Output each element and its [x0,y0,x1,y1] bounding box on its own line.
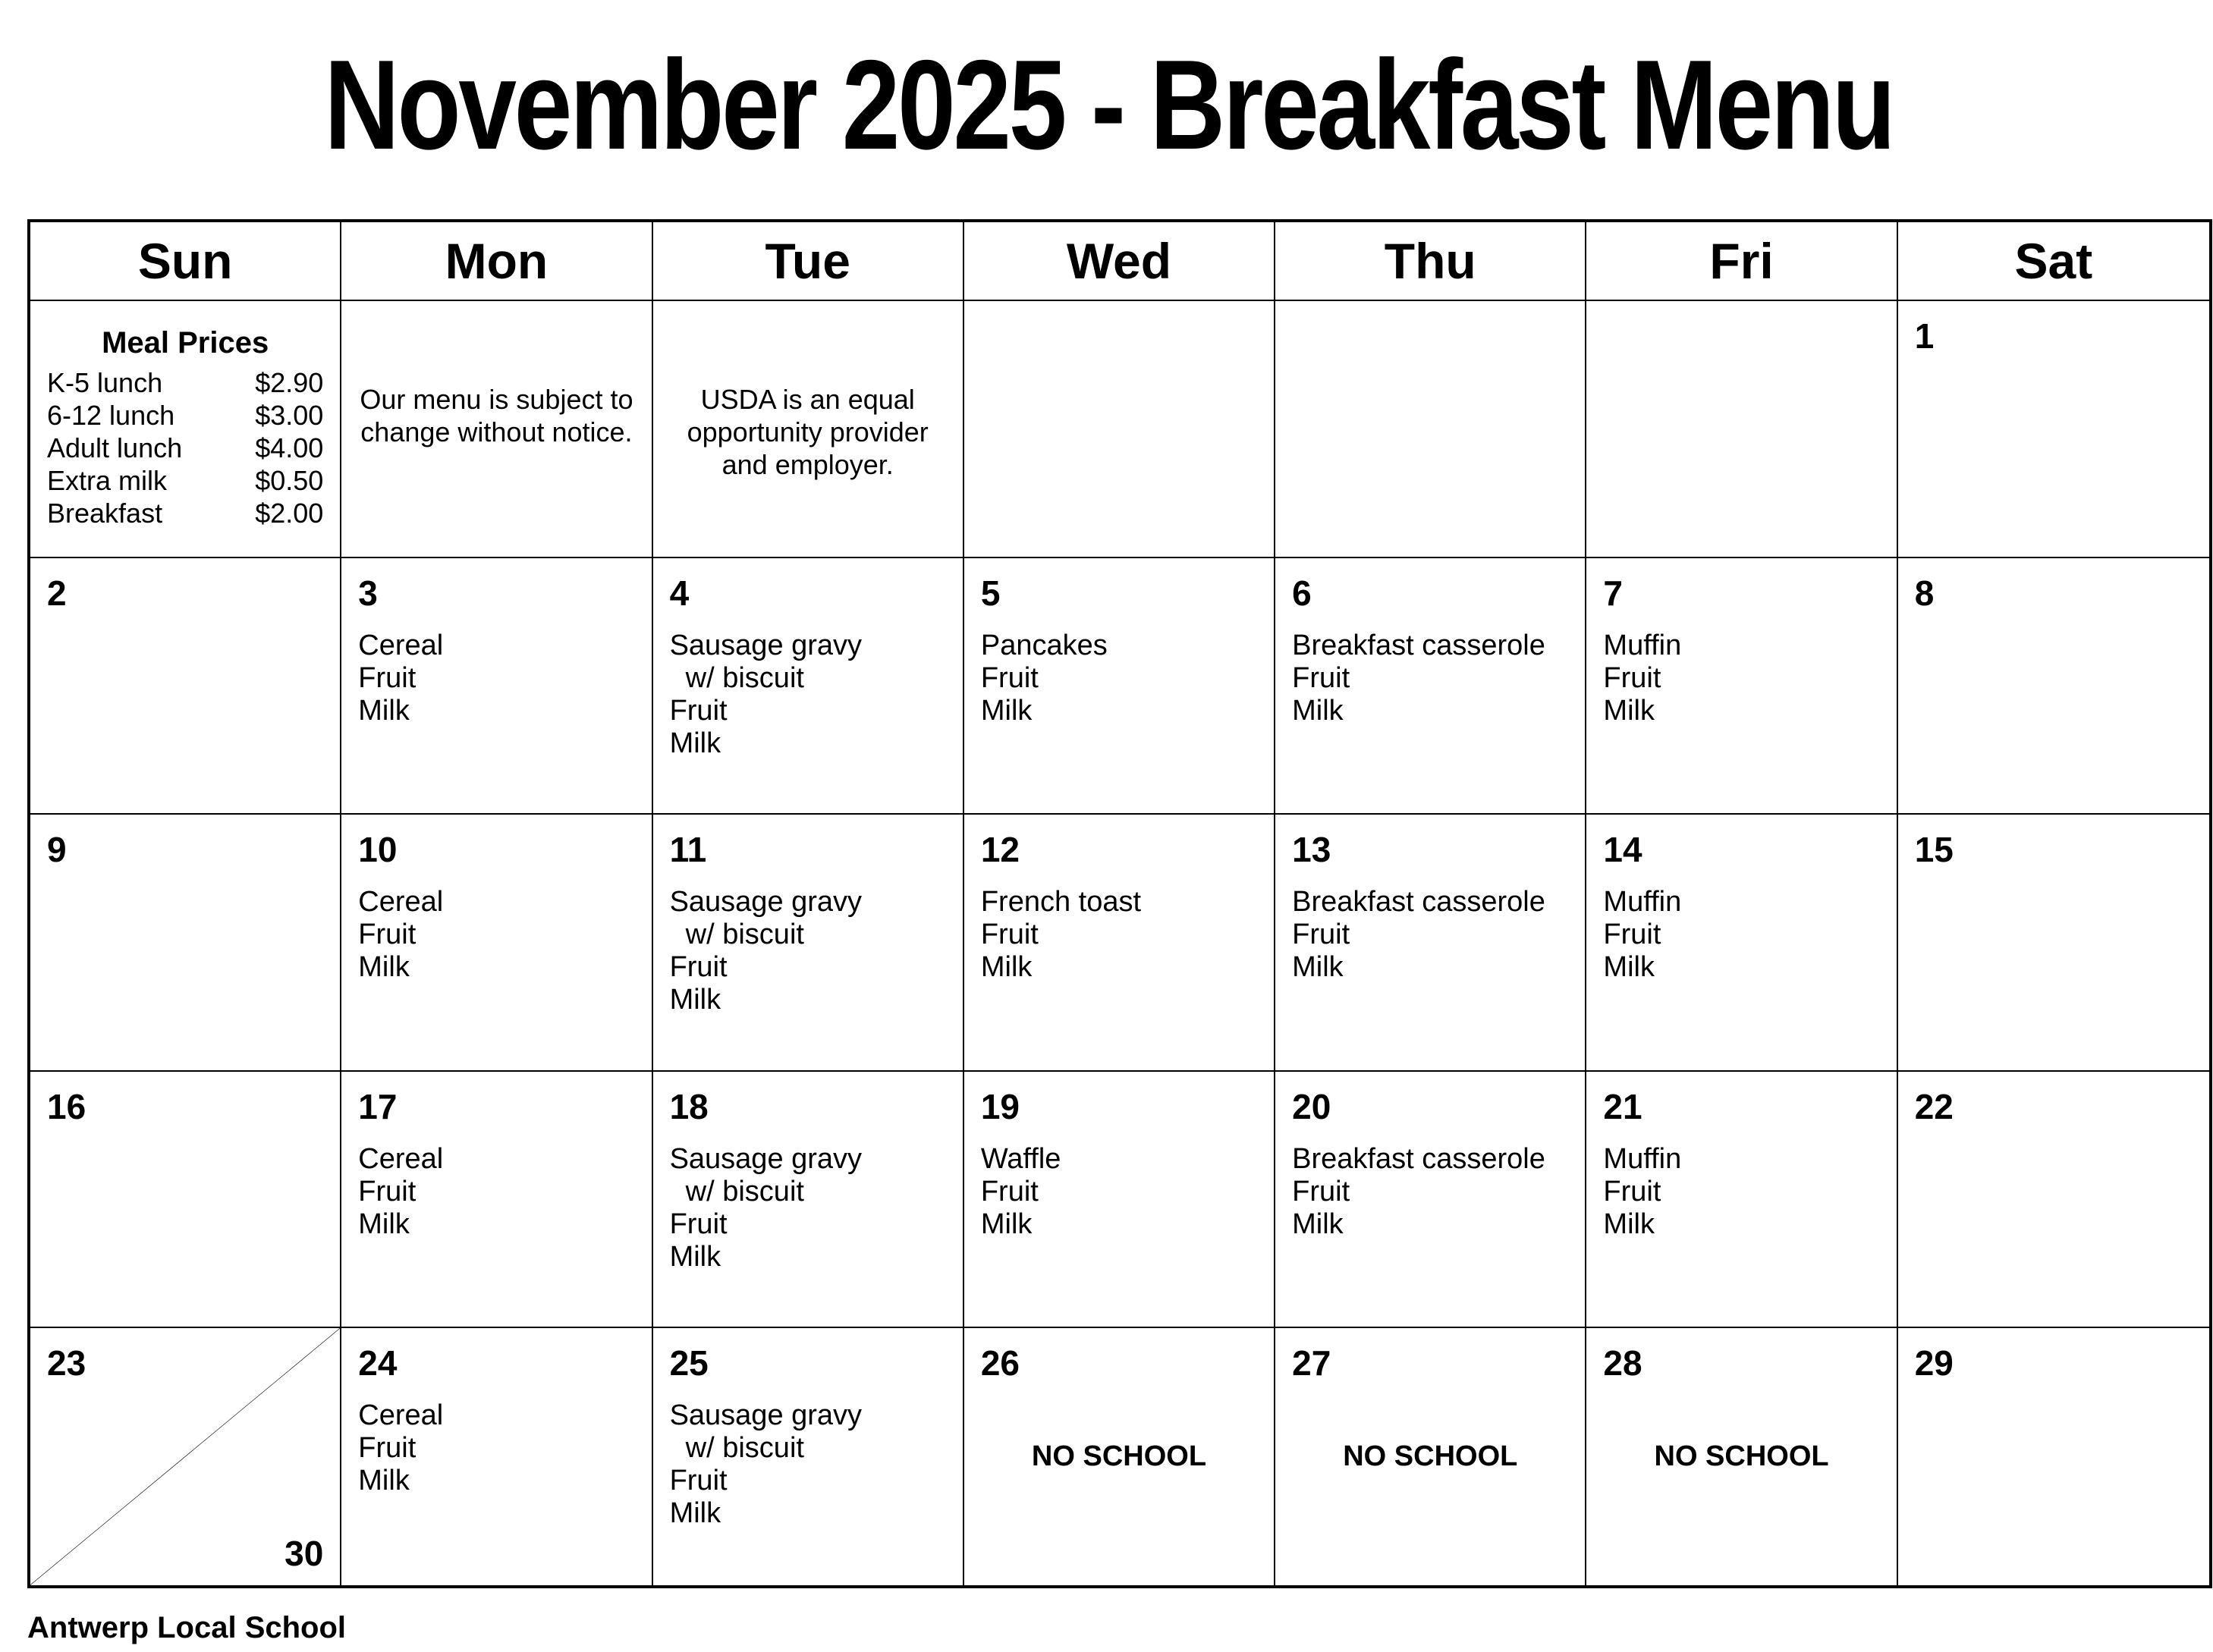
meal-prices-title: Meal Prices [102,326,269,360]
day-number: 16 [47,1086,86,1126]
day-number: 29 [1914,1343,1954,1383]
day-number: 4 [669,573,690,613]
menu-list [358,1143,634,1241]
menu-list [670,1143,946,1274]
day-number: 25 [669,1343,709,1383]
menu-item: Fruit [358,661,417,694]
menu-item: Milk [980,1208,1033,1240]
menu-item: w/ biscuit [669,1175,804,1208]
day-cell-5 [964,558,1275,815]
menu-item: Milk [358,1465,410,1497]
day-cell-29 [1898,1328,2209,1585]
menu-list [670,1399,946,1530]
price-label: Breakfast [47,498,163,529]
day-cell-8 [1898,558,2209,815]
menu-item: Fruit [1292,1175,1350,1208]
menu-item: Breakfast casserole [1292,886,1545,919]
menu-item: Fruit [1603,661,1661,694]
day-cell-23-30 [30,1328,341,1585]
menu-item: Milk [358,951,410,984]
school-name-footer: Antwerp Local School [27,1611,347,1644]
menu-item: Fruit [980,1175,1039,1208]
day-cell-19 [964,1072,1275,1329]
day-number: 9 [47,830,67,870]
price-value: $2.00 [255,498,324,529]
menu-item: w/ biscuit [669,1432,804,1465]
menu-list [981,1143,1257,1241]
empty-day-cell [1586,301,1897,558]
day-cell-13 [1275,815,1586,1072]
day-cell-1 [1898,301,2209,558]
menu-item: Milk [669,727,721,759]
menu-item: Milk [1292,951,1344,984]
price-value: $3.00 [255,400,324,431]
menu-list [981,630,1257,727]
day-number: 23 [47,1343,86,1383]
menu-item: Milk [1292,694,1344,727]
menu-item: Sausage gravy [669,886,863,919]
price-row [47,497,323,529]
menu-item: Waffle [980,1142,1061,1175]
price-value: $2.90 [255,367,324,398]
day-number: 20 [1292,1086,1331,1126]
menu-item: Cereal [358,886,444,919]
menu-item: Sausage gravy [669,1399,863,1432]
menu-list [1603,1143,1879,1241]
no-school-label: NO SCHOOL [1031,1440,1207,1473]
menu-item: Fruit [980,919,1039,951]
menu-item: Pancakes [980,629,1108,661]
menu-item: Sausage gravy [669,629,863,661]
usda-notice-text: USDA is an equal opportunity provider and employer. [687,384,929,480]
day-number: 17 [358,1086,398,1126]
day-number: 13 [1292,830,1331,870]
menu-item: Fruit [1292,919,1350,951]
day-number: 19 [980,1086,1020,1126]
menu-item: Milk [1603,951,1655,984]
price-label: 6-12 lunch [47,400,175,431]
day-number: 26 [980,1343,1020,1383]
day-number: 24 [358,1343,398,1383]
day-cell-4 [653,558,964,815]
day-number: 14 [1603,830,1642,870]
menu-item: Cereal [358,1399,444,1432]
menu-item: Milk [358,1208,410,1240]
day-header-thu: Thu [1275,222,1586,301]
day-cell-20 [1275,1072,1586,1329]
day-header-mon: Mon [341,222,652,301]
day-header-sun: Sun [30,222,341,301]
menu-list [1292,886,1568,984]
day-cell-7 [1586,558,1897,815]
menu-item: Milk [669,984,721,1016]
day-cell-25 [653,1328,964,1585]
menu-list [358,1399,634,1497]
menu-item: Muffin [1603,629,1682,661]
menu-list [358,630,634,727]
day-number: 8 [1914,573,1935,613]
menu-list [1603,886,1879,984]
menu-list [670,630,946,760]
day-cell-3 [341,558,652,815]
day-number: 5 [980,573,1001,613]
menu-item: Fruit [358,1175,417,1208]
price-row [47,464,323,497]
menu-item: Milk [669,1240,721,1273]
menu-item: Fruit [669,1208,728,1240]
menu-item: Muffin [1603,1142,1682,1175]
menu-item: Milk [980,951,1033,984]
usda-notice-cell [653,301,964,558]
day-header-tue: Tue [653,222,964,301]
no-school-label: NO SCHOOL [1654,1440,1829,1473]
day-number: 6 [1292,573,1312,613]
day-cell-17 [341,1072,652,1329]
day-number: 28 [1603,1343,1642,1383]
change-notice-cell [341,301,652,558]
menu-item: Milk [980,694,1033,727]
price-row [47,432,323,464]
price-row [47,399,323,432]
day-cell-14 [1586,815,1897,1072]
day-number: 15 [1914,830,1954,870]
day-number: 11 [669,830,707,870]
menu-list [358,886,634,984]
menu-list [1292,630,1568,727]
menu-item: Fruit [1292,661,1350,694]
day-number: 3 [358,573,378,613]
day-cell-12 [964,815,1275,1072]
day-number: 7 [1603,573,1624,613]
day-number: 30 [284,1534,324,1573]
menu-item: Fruit [669,1465,728,1497]
day-number: 12 [980,830,1020,870]
day-header-wed: Wed [964,222,1275,301]
day-number: 27 [1292,1343,1331,1383]
menu-item: Milk [1292,1208,1344,1240]
day-cell-2 [30,558,341,815]
menu-item: Milk [358,694,410,727]
menu-item: Muffin [1603,886,1682,919]
day-number: 2 [47,573,67,613]
change-notice-text: Our menu is subject to change without notice. [360,384,633,448]
day-header-sat: Sat [1898,222,2209,301]
price-value: $0.50 [255,465,324,496]
menu-list [981,886,1257,984]
day-number: 10 [358,830,398,870]
day-cell-18 [653,1072,964,1329]
menu-list [670,886,946,1016]
no-school-label: NO SCHOOL [1343,1440,1518,1473]
menu-item: Sausage gravy [669,1142,863,1175]
menu-item: Fruit [358,1432,417,1465]
day-cell-11 [653,815,964,1072]
day-cell-10 [341,815,652,1072]
empty-day-cell [964,301,1275,558]
day-cell-15 [1898,815,2209,1072]
menu-item: Breakfast casserole [1292,629,1545,661]
menu-item: w/ biscuit [669,661,804,694]
price-label: Adult lunch [47,432,183,463]
menu-item: Fruit [1603,1175,1661,1208]
day-number: 22 [1914,1086,1954,1126]
price-value: $4.00 [255,432,324,463]
menu-item: Fruit [358,919,417,951]
menu-item: Fruit [1603,919,1661,951]
day-cell-26 [964,1328,1275,1585]
day-header-fri: Fri [1586,222,1897,301]
day-cell-22 [1898,1072,2209,1329]
price-label: Extra milk [47,465,168,496]
menu-list [1292,1143,1568,1241]
menu-item: Cereal [358,629,444,661]
menu-item: French toast [980,886,1142,919]
empty-day-cell [1275,301,1586,558]
day-cell-27 [1275,1328,1586,1585]
day-cell-16 [30,1072,341,1329]
menu-item: Fruit [669,694,728,727]
day-cell-28 [1586,1328,1897,1585]
menu-list [1603,630,1879,727]
menu-item: Fruit [669,951,728,984]
day-number: 21 [1603,1086,1642,1126]
day-cell-6 [1275,558,1586,815]
menu-item: Cereal [358,1142,444,1175]
day-cell-24 [341,1328,652,1585]
calendar-grid [27,219,2212,1588]
page-title: November 2025 - Breakfast Menu [324,33,1894,176]
menu-item: Milk [1603,694,1655,727]
day-number: 1 [1914,316,1935,356]
day-cell-21 [1586,1072,1897,1329]
day-cell-9 [30,815,341,1072]
menu-item: Fruit [980,661,1039,694]
menu-item: Milk [1603,1208,1655,1240]
menu-item: Milk [669,1497,721,1530]
price-label: K-5 lunch [47,367,163,398]
menu-item: Breakfast casserole [1292,1142,1545,1175]
price-row [47,366,323,399]
menu-item: w/ biscuit [669,919,804,951]
meal-prices-cell [30,301,341,558]
day-number: 18 [669,1086,709,1126]
